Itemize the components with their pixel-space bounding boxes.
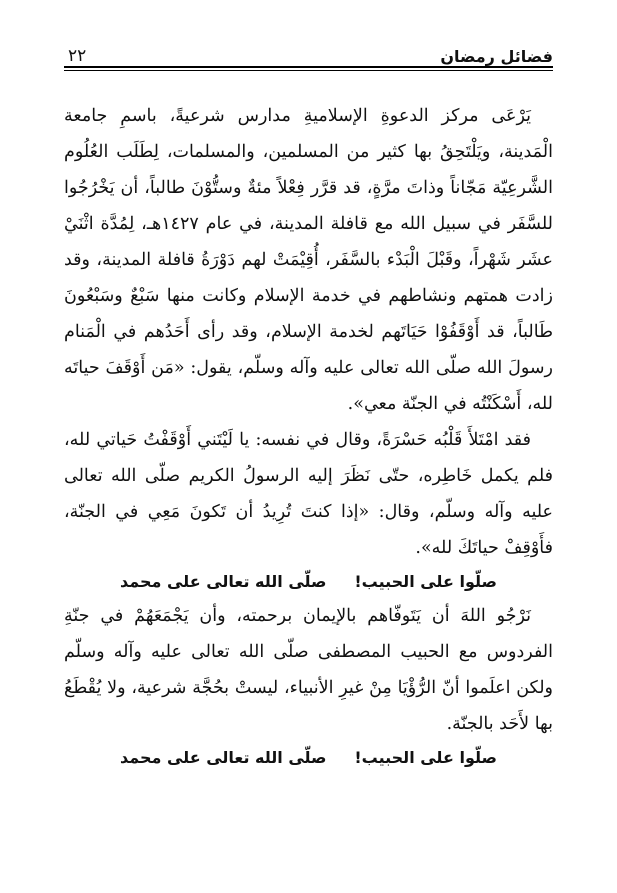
page-header <box>64 34 553 66</box>
paragraph-2: فقد امْتَلأَ قَلْبُه حَسْرَةً، وقال في نفسه: يا لَيْتَني أَوْقَفْتُ حَياتي لله، فلم يكمل خَاطِره، حتّى نَظَرَ إليه الرسولُ الكريم صلّى الله تعالى عليه وآله وسلّم، وقال: «إذا كنتَ تُرِيدُ أن تَكونَ مَعِي في الجنّة، فأَوْقِفْ حياتَكَ لله». <box>64 430 553 558</box>
book-title: فضائل رمضان <box>440 47 553 66</box>
blessing-line: صلّوا على الحبيب! صلّى الله تعالى على محمد <box>120 572 497 591</box>
page-number: ٢٢ <box>68 46 87 66</box>
paragraph-1: يَرْعَى مركز الدعوةِ الإسلاميةِ مدارس شرعيةً، باسمِ جامعة الْمَدينة، ويَلْتَحِقُ بها كثير من المسلمين، والمسلمات، لِطَلَب العُلُوم الشَّرعِيّة مَجّاناً وذاتَ مرَّةٍ، قد قرَّر فِعْلاً مئةٌ وستُّوْنَ طالباً، أن يَخْرُجُوا للسَّفَر في سبيل الله مع قافلة المدينة، في عام ١٤٢٧هـ، لِمُدَّة اثْنَيْ عشَر شَهْراً، وقَبْلَ الْبَدْء بالسَّفَر، أُقِيْمَتْ لهم دَوْرَةُ قافلة المدينة، وقد زادت همتهم ونشاطهم في خدمة الإسلام وكانت منها سَبْعٌ وسَبْعُونَ طَالباً، قد أَوْقَفُوْا حَيَاتَهم لخدمة الإسلام، وقد رأى أَحَدُهم في الْمَنام رسولَ الله صلّى الله تعالى عليه وآله وسلّم، يقول: «مَن أَوْقَفَ حياتَه لله، أَسْكَنْتُه في الجنّة معي». <box>64 106 553 414</box>
header-rule <box>64 66 553 68</box>
blessing-line-2: صلّوا على الحبيب! صلّى الله تعالى على محمد <box>120 748 497 767</box>
header-rule-thin <box>64 70 553 71</box>
page-body <box>64 98 553 873</box>
paragraph-3: نَرْجُو اللهَ أن يَتَوفّاهم بالإيمان برحمته، وأن يَجْمَعَهُمْ في جنّةِ الفردوس مع الحبيب المصطفى صلّى الله تعالى عليه وآله وسلّم ولكن اعلَموا أنّ الرُّؤْيَا مِنْ غيرِ الأنبياء، ليستْ بحُجَّة شرعية، ولا يُقْطَعُ بها لأَحَد بالجنّة. <box>64 606 553 734</box>
